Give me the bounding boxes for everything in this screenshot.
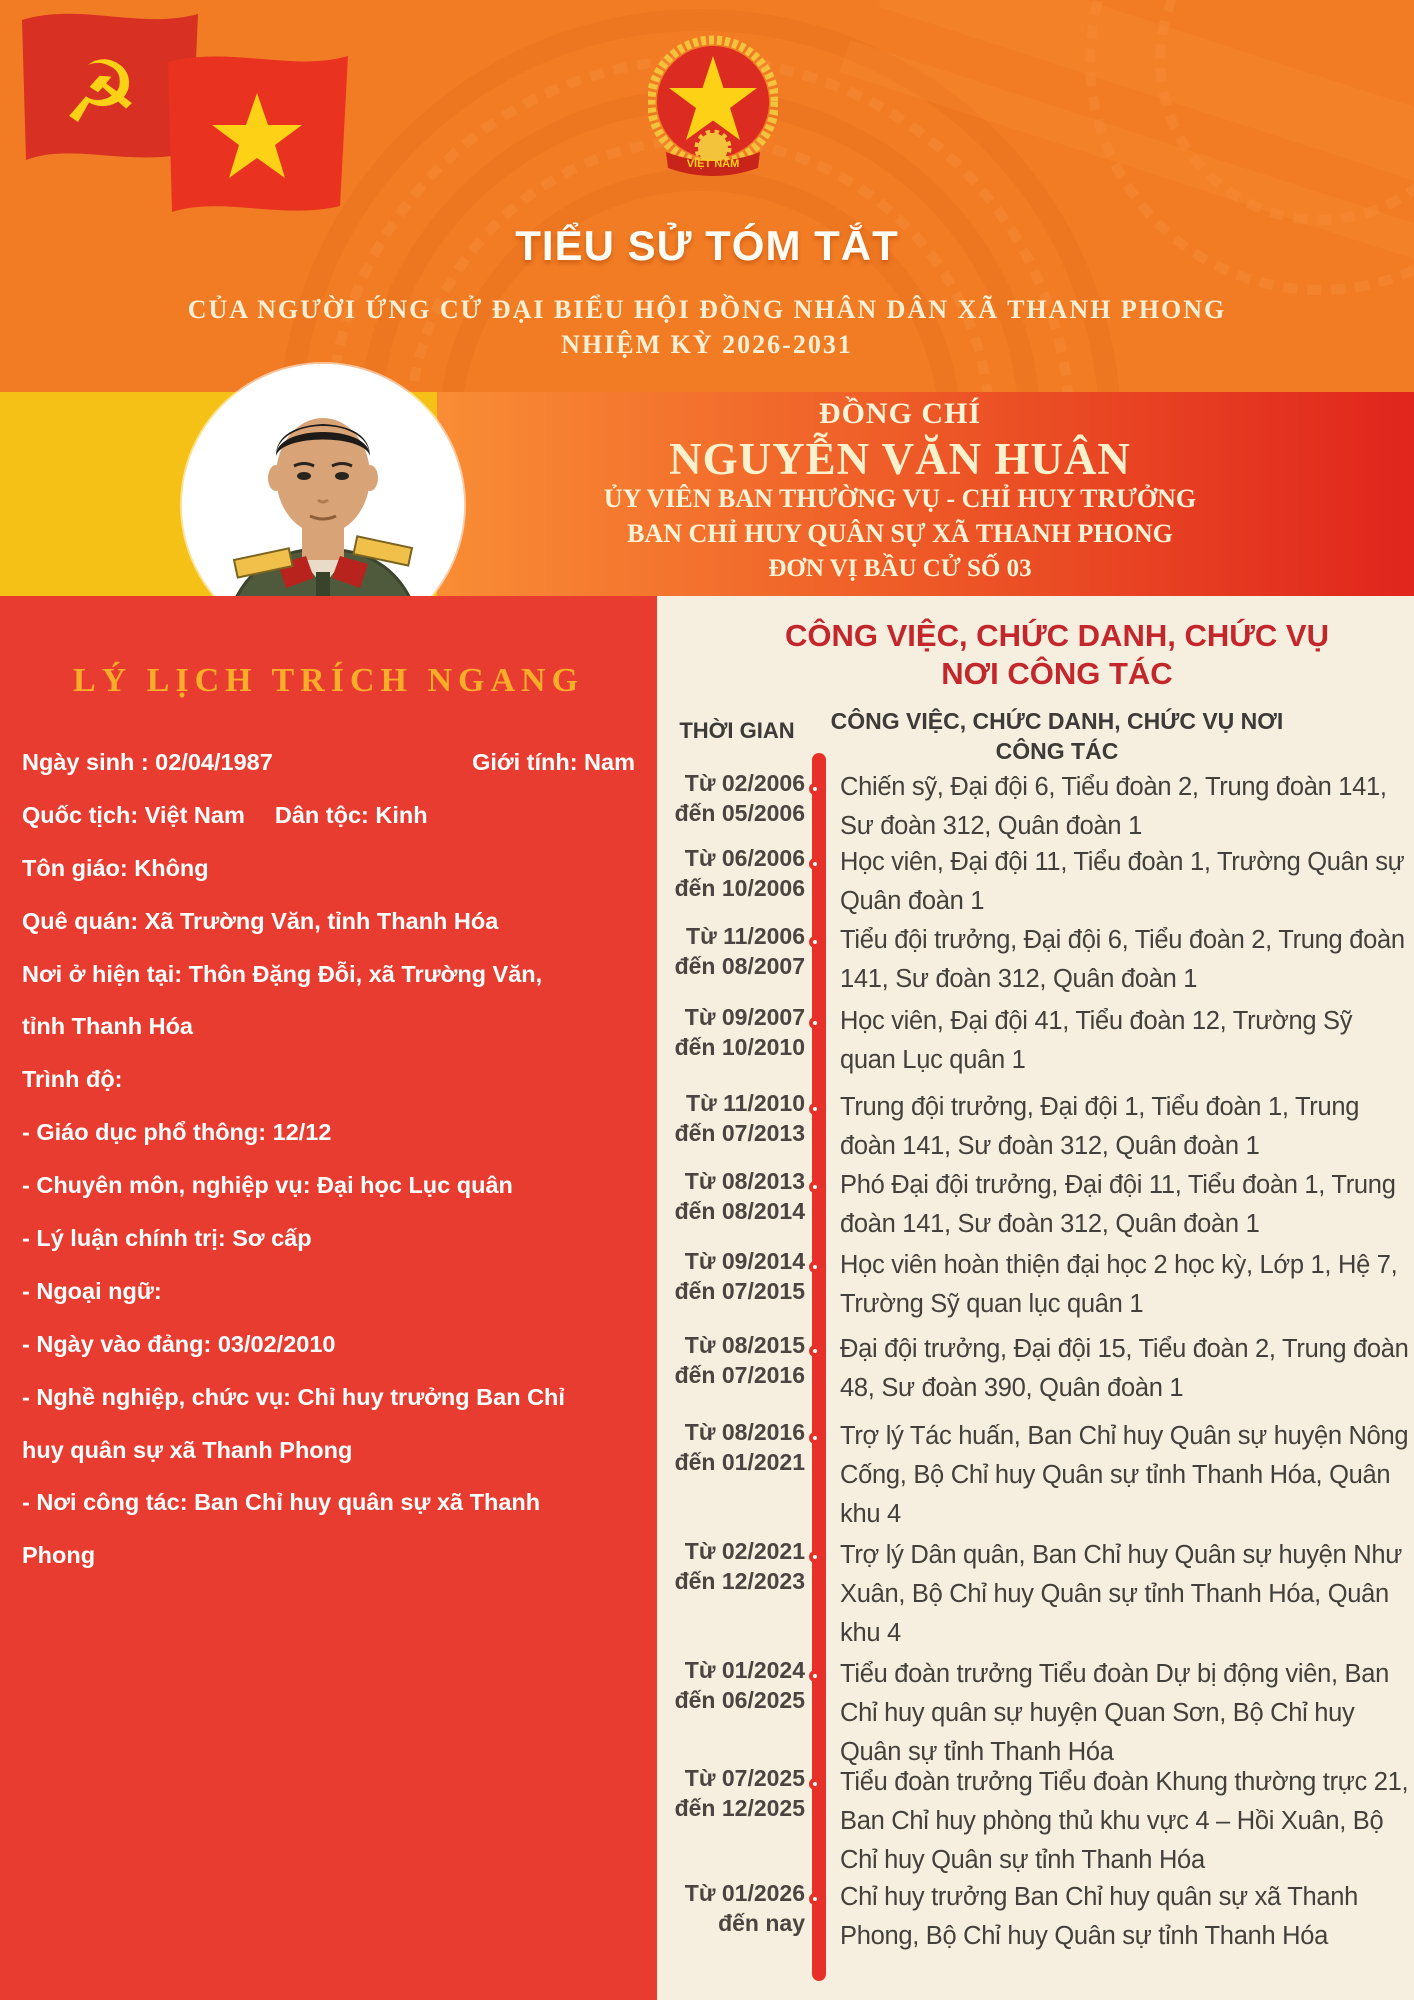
period-to: đến 07/2013 [674,1120,805,1146]
period-from: Từ 02/2021 [684,1538,805,1564]
profile-line: Tôn giáo: Không [22,854,209,881]
period-from: Từ 08/2015 [684,1332,805,1358]
career-panel [657,596,1414,2000]
timeline-role: Tiểu đội trưởng, Đại đội 6, Tiểu đoàn 2, Trung đoàn 141, Sư đoàn 312, Quân đoàn 1 [840,926,1405,993]
timeline-period [657,1166,805,1226]
timeline-role: Chỉ huy trưởng Ban Chỉ huy quân sự xã Thanh Phong, Bộ Chỉ huy Quân sự tỉnh Thanh Hóa [840,1883,1359,1950]
timeline-period [657,1088,805,1148]
timeline-role: Trung đội trưởng, Đại đội 1, Tiểu đoàn 1, Trung đoàn 141, Sư đoàn 312, Quân đoàn 1 [840,1093,1360,1160]
profile-line: - Nơi công tác: Ban Chỉ huy quân sự xã Thanh [22,1489,541,1516]
time-column-header: THỜI GIAN [679,718,795,743]
timeline-role: Trợ lý Dân quân, Ban Chỉ huy Quân sự huyện Như Xuân, Bộ Chỉ huy Quân sự tỉnh Thanh Hóa, Quân khu 4 [840,1541,1402,1647]
profile-line: - Giáo dục phổ thông: 12/12 [22,1119,332,1146]
timeline-period [657,1002,805,1062]
vietnam-national-emblem-icon [648,30,778,180]
profile-heading: LÝ LỊCH TRÍCH NGANG [72,662,585,699]
timeline-role: Học viên hoàn thiện đại học 2 học kỳ, Lớp 1, Hệ 7, Trường Sỹ quan lục quân 1 [840,1251,1398,1318]
career-subheading-line2: CÔNG TÁC [995,738,1119,764]
period-from: Từ 09/2007 [684,1004,805,1030]
profile-panel [0,596,657,2000]
period-from: Từ 01/2026 [684,1880,805,1906]
timeline-role: Học viên, Đại đội 11, Tiểu đoàn 1, Trường Quân sự Quân đoàn 1 [840,848,1405,915]
period-to: đến 01/2021 [674,1449,805,1475]
timeline-dot-icon [809,783,821,795]
timeline-dot-icon [809,1345,821,1357]
candidate-banner-text [480,392,1320,596]
period-to: đến 05/2006 [674,800,805,826]
career-heading-line1: CÔNG VIỆC, CHỨC DANH, CHỨC VỤ [784,618,1329,653]
period-to: đến 12/2025 [674,1795,805,1821]
timeline-dot-icon [809,1551,821,1563]
timeline-dot-icon [809,1670,821,1682]
profile-line: Ngày sinh : 02/04/1987 Giới tính: Nam [22,749,635,775]
timeline-period [657,1417,805,1477]
period-from: Từ 08/2013 [684,1168,805,1194]
profile-line: - Nghề nghiệp, chức vụ: Chỉ huy trưởng Ban Chỉ [22,1383,565,1410]
timeline-role: Đại đội trưởng, Đại đội 15, Tiểu đoàn 2, Trung đoàn 48, Sư đoàn 390, Quân đoàn 1 [840,1335,1409,1402]
timeline-role: Phó Đại đội trưởng, Đại đội 11, Tiểu đoàn 1, Trung đoàn 141, Sư đoàn 312, Quân đoàn 1 [840,1171,1396,1238]
career-heading-line2: NƠI CÔNG TÁC [941,656,1173,691]
period-to: đến 07/2015 [674,1278,805,1304]
timeline-role: Tiểu đoàn trưởng Tiểu đoàn Dự bị động viên, Ban Chỉ huy quân sự huyện Quan Sơn, Bộ Chỉ huy Quân sự tỉnh Thanh Hóa [840,1660,1390,1766]
timeline-dot-icon [809,1893,821,1905]
timeline-dot-icon [809,1017,821,1029]
timeline-role: Chiến sỹ, Đại đội 6, Tiểu đoàn 2, Trung đoàn 141, Sư đoàn 312, Quân đoàn 1 [840,773,1387,840]
profile-line: Phong [22,1542,96,1569]
profile-details [22,736,637,1582]
period-from: Từ 07/2025 [684,1765,805,1791]
period-to: đến 10/2010 [674,1034,805,1060]
timeline-dot-icon [809,1103,821,1115]
timeline-dot-icon [809,1261,821,1273]
period-to: đến 08/2007 [674,953,805,979]
candidate-label: ĐỒNG CHÍ [818,397,982,430]
timeline-dot-icon [809,1181,821,1193]
candidate-position-line2: BAN CHỈ HUY QUÂN SỰ XÃ THANH PHONG [627,519,1173,548]
career-subheading-line1: CÔNG VIỆC, CHỨC DANH, CHỨC VỤ NƠI [830,708,1284,734]
period-from: Từ 11/2010 [686,1090,805,1116]
timeline-role: Trợ lý Tác huấn, Ban Chỉ huy Quân sự huyện Nông Cống, Bộ Chỉ huy Quân sự tỉnh Thanh Hóa, Quân khu 4 [840,1422,1409,1528]
profile-line: - Ngày vào đảng: 03/02/2010 [22,1330,336,1357]
timeline-period [657,921,805,981]
candidate-election-unit: ĐƠN VỊ BẦU CỬ SỐ 03 [768,555,1032,582]
period-from: Từ 09/2014 [684,1248,805,1274]
profile-line: tỉnh Thanh Hóa [22,1013,194,1040]
profile-line: Trình độ: [22,1066,123,1093]
timeline-period [657,843,805,903]
timeline-role: Tiểu đoàn trưởng Tiểu đoàn Khung thường trực 21, Ban Chỉ huy phòng thủ khu vực 4 – Hồi Xuân, Bộ Chỉ huy Quân sự tỉnh Thanh Hóa [840,1768,1409,1874]
hammer-sickle-icon: ☭ [62,43,140,143]
emblem-text: VIỆT NAM [686,158,740,170]
candidate-position-line1: ỦY VIÊN BAN THƯỜNG VỤ - CHỈ HUY TRƯỞNG [603,484,1197,513]
period-to: đến 12/2023 [674,1568,805,1594]
timeline-dot-icon [809,936,821,948]
timeline-dot-icon [809,858,821,870]
period-from: Từ 11/2006 [686,923,805,949]
timeline-period [657,1763,805,1823]
vietnam-flag [168,56,348,212]
flags [0,0,380,240]
period-from: Từ 08/2016 [684,1419,805,1445]
profile-line: Nơi ở hiện tại: Thôn Đặng Đỗi, xã Trường Văn, [22,960,543,987]
period-to: đến 07/2016 [674,1362,805,1388]
poster-subtitle-line2: NHIỆM KỲ 2026-2031 [561,330,853,359]
header-section [0,0,1414,392]
period-from: Từ 02/2006 [684,770,805,796]
profile-line: - Lý luận chính trị: Sơ cấp [22,1225,312,1252]
profile-line: Quê quán: Xã Trường Văn, tỉnh Thanh Hóa [22,907,499,934]
period-to: đến nay [718,1910,805,1936]
period-to: đến 06/2025 [674,1687,805,1713]
period-from: Từ 01/2024 [684,1657,805,1683]
profile-line: - Chuyên môn, nghiệp vụ: Đại học Lục quân [22,1172,513,1199]
timeline-dot-icon [809,1432,821,1444]
profile-line: huy quân sự xã Thanh Phong [22,1436,353,1463]
profile-line: Quốc tịch: Việt Nam Dân tộc: Kinh [22,801,428,828]
poster-subtitle-line1: CỦA NGƯỜI ỨNG CỬ ĐẠI BIỂU HỘI ĐỒNG NHÂN DÂN XÃ THANH PHONG [187,295,1227,324]
timeline-period [657,1878,805,1938]
timeline-dot-icon [809,1778,821,1790]
timeline-period [657,1330,805,1390]
timeline-period [657,1655,805,1715]
period-from: Từ 06/2006 [684,845,805,871]
timeline-period [657,768,805,828]
profile-line: - Ngoại ngữ: [22,1277,162,1304]
period-to: đến 08/2014 [674,1198,805,1224]
timeline-period [657,1536,805,1596]
poster-title: TIỂU SỬ TÓM TẮT [515,222,899,269]
period-to: đến 10/2006 [674,875,805,901]
timeline-period [657,1246,805,1306]
timeline-role: Học viên, Đại đội 41, Tiểu đoàn 12, Trường Sỹ quan Lục quân 1 [840,1007,1353,1074]
candidate-name: NGUYỄN VĂN HUÂN [669,434,1131,484]
